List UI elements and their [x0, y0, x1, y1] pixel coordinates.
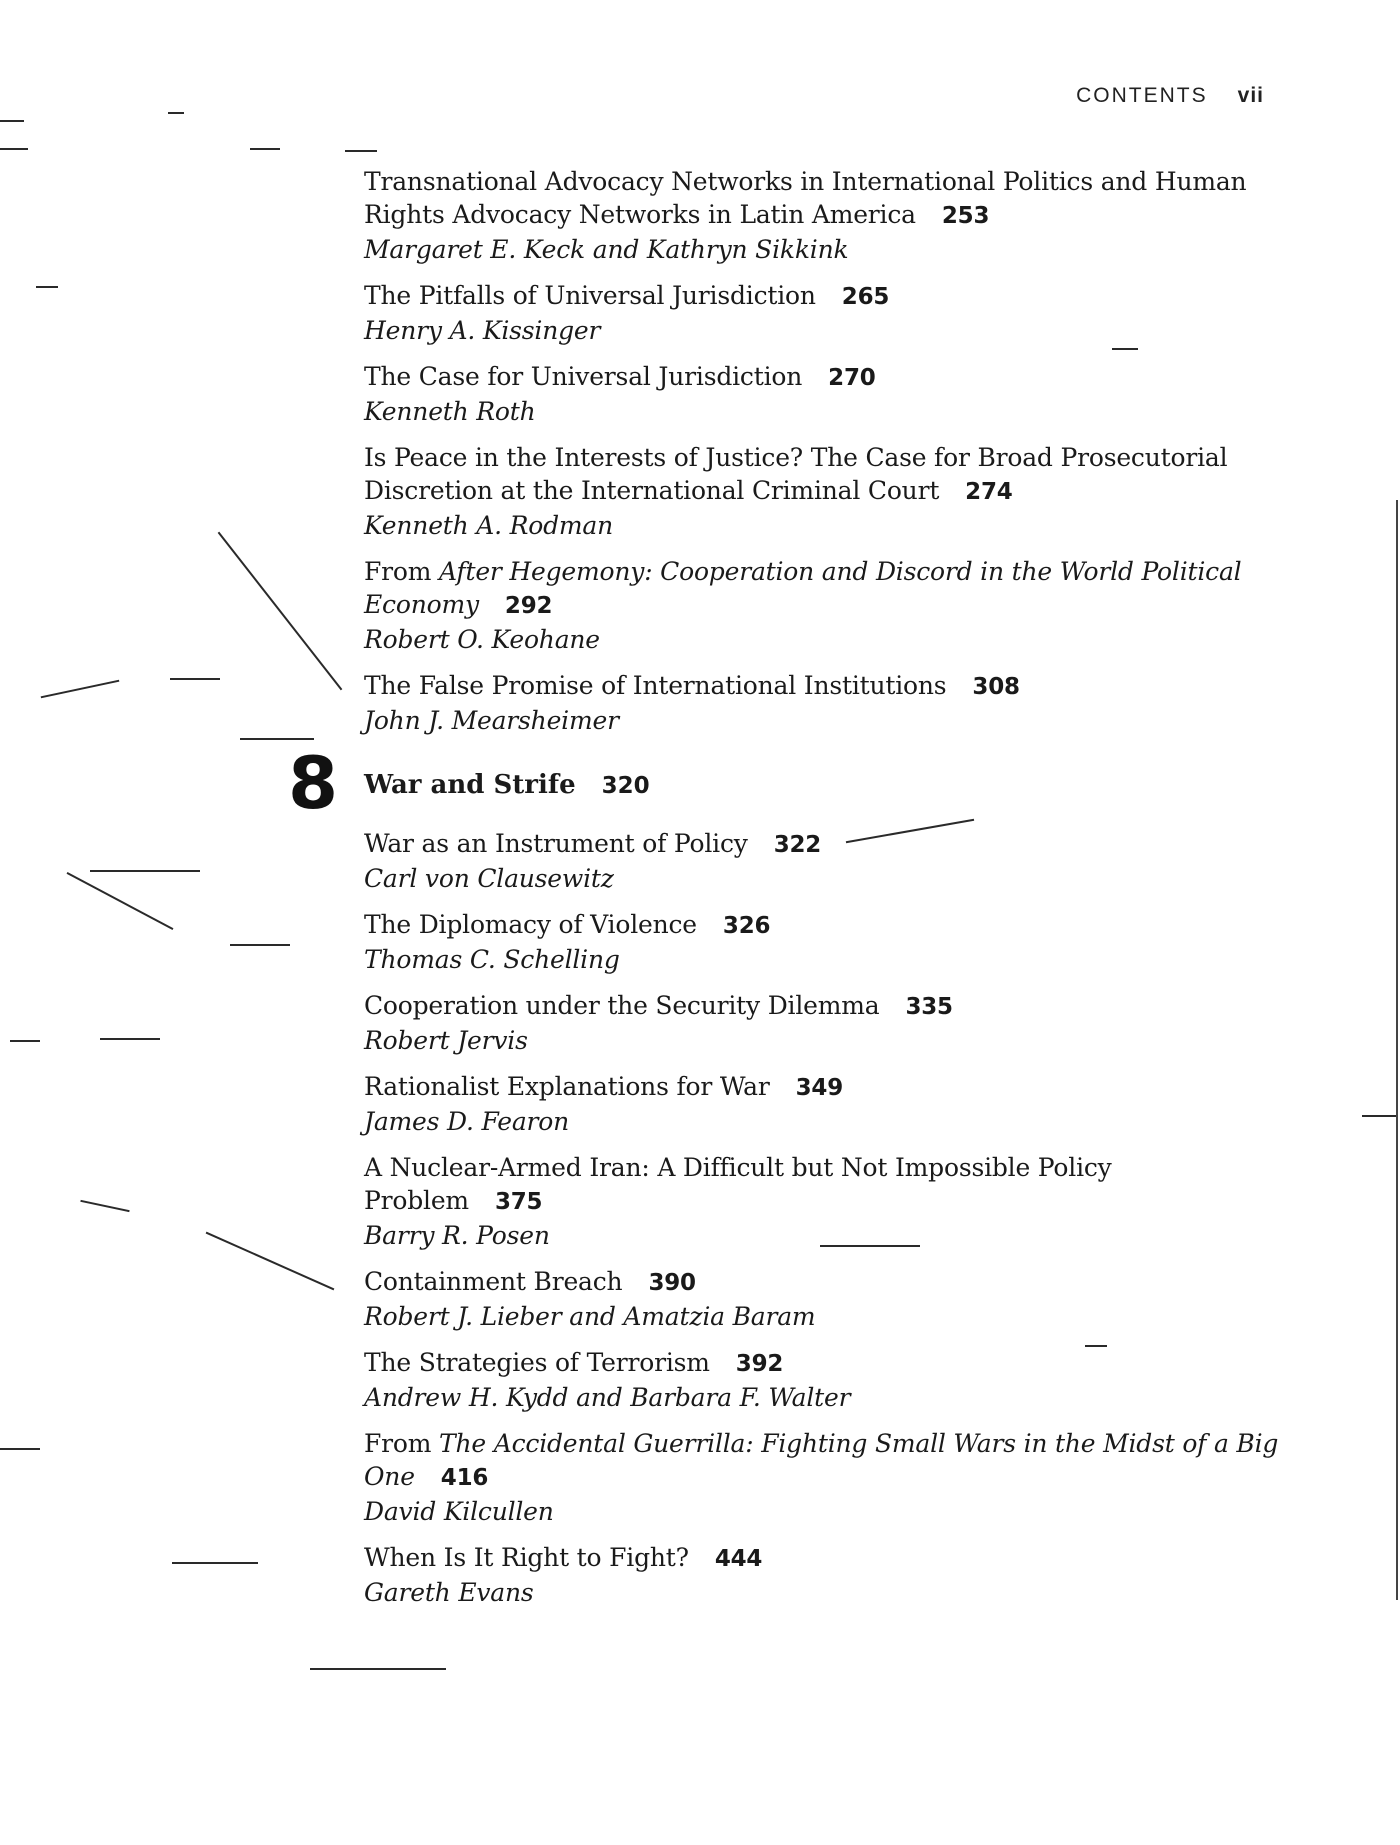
entry-title: The Diplomacy of Violence: [364, 910, 697, 939]
chapter-number: 8: [288, 741, 339, 825]
toc-entry: [364, 1346, 1294, 1414]
scan-mark: [90, 870, 200, 872]
entry-title-line: [364, 360, 1294, 395]
entry-page-number: 392: [735, 1351, 784, 1377]
scan-mark: [218, 532, 343, 691]
entry-author: James D. Fearon: [364, 1107, 570, 1136]
entry-author: Thomas C. Schelling: [364, 945, 620, 974]
entry-title-line: [364, 989, 1294, 1024]
toc-entry: [364, 165, 1294, 266]
toc-entry: [364, 441, 1294, 542]
entry-page-number: 265: [841, 284, 890, 310]
scan-mark: [0, 120, 24, 122]
entry-author: Robert O. Keohane: [364, 625, 600, 654]
entry-title: When Is It Right to Fight?: [364, 1543, 689, 1572]
toc-entry: [364, 827, 1294, 895]
entry-title-prefix: From: [364, 1429, 432, 1458]
entry-title-line: [364, 1265, 1294, 1300]
entry-page-number: 390: [648, 1270, 696, 1296]
chapter-title: War and Strife: [364, 770, 576, 800]
scan-mark: [0, 1448, 40, 1450]
entry-title-italic: After Hegemony: Cooperation and Discord in the World Political Economy: [364, 557, 1242, 619]
entry-title: War as an Instrument of Policy: [364, 829, 748, 858]
entry-title-line: [364, 279, 1294, 314]
scan-mark: [345, 150, 377, 152]
toc-entry: [364, 989, 1294, 1057]
entry-title: The Strategies of Terrorism: [364, 1348, 710, 1377]
entry-page-number: 326: [722, 913, 771, 939]
entry-title: Transnational Advocacy Networks in International Politics and Human Rights Advocacy Networks in Latin America: [364, 167, 1247, 229]
chapter-heading: [288, 741, 1294, 825]
entry-page-number: 322: [773, 832, 822, 858]
entry-author: David Kilcullen: [364, 1497, 554, 1526]
entry-author: Robert J. Lieber and Amatzia Baram: [364, 1302, 816, 1331]
entry-title-prefix: From: [364, 557, 432, 586]
entry-title: Containment Breach: [364, 1267, 623, 1296]
scan-mark: [0, 148, 28, 150]
entry-author: Andrew H. Kydd and Barbara F. Walter: [364, 1383, 851, 1412]
scan-mark: [310, 1668, 446, 1670]
page-folio: vii: [1237, 84, 1264, 107]
entry-author: Barry R. Posen: [364, 1221, 550, 1250]
scan-mark: [172, 1562, 258, 1564]
entry-page-number: 444: [714, 1546, 763, 1572]
entry-page-number: 274: [965, 479, 1013, 505]
entry-title-line: [364, 555, 1294, 623]
running-head-section: CONTENTS: [1076, 84, 1208, 107]
entry-author: Carl von Clausewitz: [364, 864, 614, 893]
scan-mark: [170, 678, 220, 680]
entry-title-line: [364, 1070, 1294, 1105]
toc-entry: [364, 555, 1294, 656]
entry-page-number: 375: [494, 1189, 543, 1215]
toc-entry: [364, 1541, 1294, 1609]
scan-mark: [41, 680, 120, 699]
entry-title: The Case for Universal Jurisdiction: [364, 362, 803, 391]
entry-title: The Pitfalls of Universal Jurisdiction: [364, 281, 816, 310]
entry-page-number: 308: [972, 674, 1020, 700]
scan-mark: [250, 148, 280, 150]
entry-title-line: [364, 441, 1294, 509]
chapter-page-number: 320: [601, 773, 650, 799]
scan-mark: [1362, 1115, 1398, 1117]
scan-mark: [67, 872, 174, 930]
entry-author: Robert Jervis: [364, 1026, 528, 1055]
entry-title-line: [364, 1427, 1294, 1495]
entry-author: Kenneth Roth: [364, 397, 536, 426]
entry-page-number: 416: [440, 1465, 489, 1491]
entry-author: John J. Mearsheimer: [364, 706, 619, 735]
entry-author: Henry A. Kissinger: [364, 316, 601, 345]
entry-title-line: [364, 669, 1294, 704]
entry-title: The False Promise of International Institutions: [364, 671, 947, 700]
entry-title-line: [364, 827, 1294, 862]
toc-entry: [364, 908, 1294, 976]
running-head: [1076, 84, 1264, 108]
toc-entry: [364, 1265, 1294, 1333]
scan-mark: [168, 112, 184, 114]
entry-page-number: 335: [905, 994, 953, 1020]
scan-mark: [230, 944, 290, 946]
scan-mark: [80, 1200, 129, 1212]
entry-title-line: [364, 1541, 1294, 1576]
entry-author: Kenneth A. Rodman: [364, 511, 614, 540]
toc-entry: [364, 360, 1294, 428]
toc-entry: [364, 279, 1294, 347]
entry-page-number: 270: [828, 365, 876, 391]
entry-author: Gareth Evans: [364, 1578, 534, 1607]
table-of-contents: [288, 165, 1294, 1622]
toc-entry: [364, 669, 1294, 737]
page-edge-line: [1396, 500, 1398, 1600]
entry-title-line: [364, 1346, 1294, 1381]
entry-title-line: [364, 1151, 1294, 1219]
toc-entry: [364, 1070, 1294, 1138]
scan-mark: [100, 1038, 160, 1040]
entry-title-italic: The Accidental Guerrilla: Fighting Small Wars in the Midst of a Big One: [364, 1429, 1279, 1491]
entry-title: Cooperation under the Security Dilemma: [364, 991, 880, 1020]
scan-mark: [36, 286, 58, 288]
entry-author: Margaret E. Keck and Kathryn Sikkink: [364, 235, 849, 264]
entry-title: A Nuclear-Armed Iran: A Difficult but Not Impossible Policy Problem: [364, 1153, 1112, 1215]
scan-mark: [10, 1040, 40, 1042]
toc-entry: [364, 1427, 1294, 1528]
entry-page-number: 292: [504, 593, 553, 619]
entry-title: Rationalist Explanations for War: [364, 1072, 770, 1101]
scan-mark: [206, 1232, 335, 1291]
toc-entry: [364, 1151, 1294, 1252]
entry-title-line: [364, 165, 1294, 233]
entry-page-number: 349: [795, 1075, 844, 1101]
entry-page-number: 253: [941, 203, 990, 229]
entry-title-line: [364, 908, 1294, 943]
entry-title: Is Peace in the Interests of Justice? The Case for Broad Prosecutorial Discretion at the International Criminal Court: [364, 443, 1228, 505]
scan-mark: [240, 738, 314, 740]
